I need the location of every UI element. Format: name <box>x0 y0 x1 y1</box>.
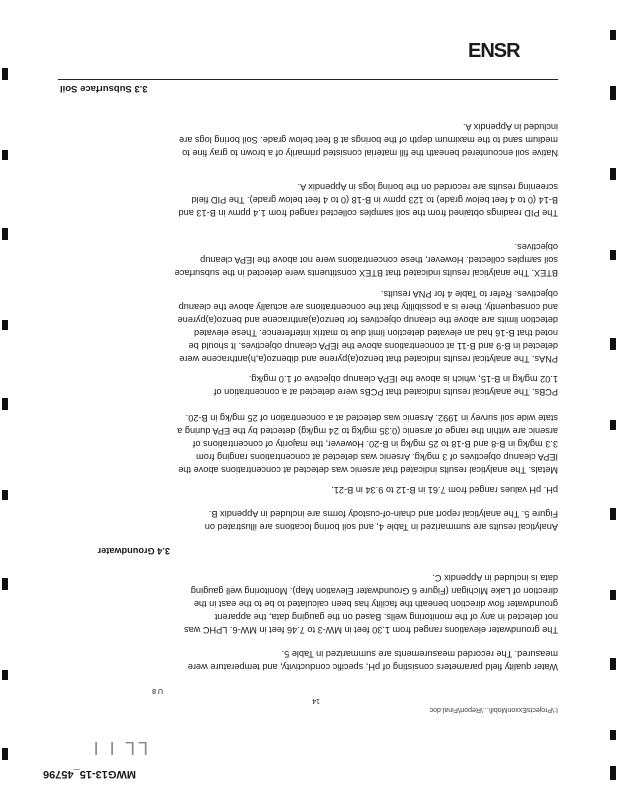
scan-edge-mark <box>2 150 8 160</box>
text-line: not detected in any of the monitoring wells. Based on the gauging data, the apparent <box>214 612 558 622</box>
scan-stamp: LL I I <box>90 738 148 758</box>
scan-edge-mark <box>2 68 8 80</box>
text-line: B-14 (0 to 4 feet below grade) to 123 ppmv in B-18 (0 to 4 feet below grade). The PID field <box>191 195 558 205</box>
scan-edge-mark <box>2 398 8 410</box>
text-line: objectives. Refer to Table 4 for PNA results. <box>380 289 558 299</box>
text-line: PCBs. The analytical results indicated that PCBs were detected at a concentration of <box>213 387 558 397</box>
file-path: I:\ProjectsExxonMobil\...\Report\Final.doc <box>429 706 558 713</box>
scan-edge-mark <box>610 30 616 40</box>
section-3-4-title: 3.4 Groundwater <box>97 546 170 556</box>
footer-marks: U 8 <box>152 687 163 694</box>
text-line: noted that B-16 had an elevated detection limit due to matrix interference. These elevated <box>194 328 558 338</box>
header-rule <box>58 79 558 80</box>
text-line: soil samples collected. However, these concentrations were not above the IEPA cleanup <box>200 255 558 265</box>
text-line: screening results are recorded on the boring logs in Appendix A. <box>297 182 558 192</box>
text-line: Figure 5. The analytical report and chain-of-custody forms are included in Appendix B. <box>208 509 558 519</box>
page-number: 14 <box>312 697 320 704</box>
text-line: Water quality field parameters consisting of pH, specific conductivity, and temperature were <box>187 662 558 672</box>
text-line: The groundwater elevations ranged from 1.30 feet in MW-3 to 7.46 feet in MW-6. LPHC was <box>184 625 558 635</box>
text-line: detection limits are above the cleanup objectives for benzo(a)anthracene and benzo(a)pyrene <box>177 315 558 325</box>
text-line: measured. The recorded measurements are summarized in Table 5. <box>281 649 558 659</box>
scan-edge-mark <box>610 168 616 180</box>
text-line: state wide soil survey in 1992. Arsenic was detected at a concentration of 25 mg/kg in B-20. <box>185 413 558 423</box>
text-line: The PID readings obtained from the soil samples collected ranged from 1.4 ppmv in B-13 and <box>178 208 558 218</box>
company-logo: ENSR <box>468 40 520 62</box>
section-title: 3.3 Subsurface Soil <box>60 83 148 94</box>
text-line: medium sand to the maximum depth of the borings at 8 feet below grade. Soil boring logs are <box>179 135 558 145</box>
scan-edge-mark <box>2 578 8 590</box>
text-line: pH. pH values ranged from 7.61 in B-12 to 9.34 in B-21. <box>331 485 558 495</box>
scan-edge-mark <box>2 490 8 500</box>
scan-edge-mark <box>2 320 8 330</box>
scan-edge-mark <box>610 250 616 260</box>
text-line: Native soil encountered beneath the fill material consisted primarily of a brown to gray fine to <box>182 148 558 158</box>
bates-number: MWG13-15_45796 <box>43 768 136 780</box>
scan-edge-mark <box>610 658 616 670</box>
scan-edge-mark <box>2 670 8 680</box>
text-line: groundwater flow direction beneath the facility has been calculated to be to the east in the <box>193 599 558 609</box>
scan-edge-mark <box>610 730 616 740</box>
scan-edge-mark <box>610 508 616 520</box>
text-line: included in Appendix A. <box>462 122 558 132</box>
text-line: Metals. The analytical results indicated that arsenic was detected at concentrations above the <box>178 465 558 475</box>
text-line: 1.02 mg/kg in B-15, which is above the IEPA cleanup objective of 1.0 mg/kg. <box>248 374 558 384</box>
text-line: arsenic are within the range of arsenic (0.35 mg/kg to 24 mg/kg) detected by the EPA during a <box>177 426 558 436</box>
scan-edge-mark <box>610 338 616 350</box>
text-line: Analytical results are summarized in Table 4, and soil boring locations are illustrated on <box>204 522 558 532</box>
scan-edge-mark <box>610 86 616 100</box>
text-line: and consequently, there is a possibility that the concentrations are actually above the cleanup <box>178 302 558 312</box>
text-line: BTEX. The analytical results indicated that BTEX constituents were detected in the subsurface <box>174 268 558 278</box>
text-line: direction of Lake Michigan (Figure 6 Groundwater Elevation Map). Monitoring well gauging <box>190 586 558 596</box>
text-line: 3.3 mg/kg in B-8 and B-18 to 25 mg/kg in B-20. However, the majority of concentrations of <box>192 439 558 449</box>
text-line: objectives. <box>514 242 558 252</box>
scan-edge-mark <box>2 748 8 760</box>
text-line: data is included in Appendix C. <box>432 573 558 583</box>
scan-edge-mark <box>610 420 616 430</box>
scan-edge-mark <box>610 590 616 600</box>
text-line: IEPA cleanup objectives of 3 mg/kg. Arsenic was detected at concentrations ranging from <box>196 452 558 462</box>
text-line: detected in B-9 and B-11 at concentrations above the IEPA cleanup objectives. It should be <box>188 341 558 351</box>
text-line: PNAs. The analytical results indicated that benzo(a)pyrene and dibenzo(a,h)anthracene were <box>179 354 558 364</box>
scan-edge-mark <box>610 766 616 780</box>
scan-edge-mark <box>2 228 8 240</box>
